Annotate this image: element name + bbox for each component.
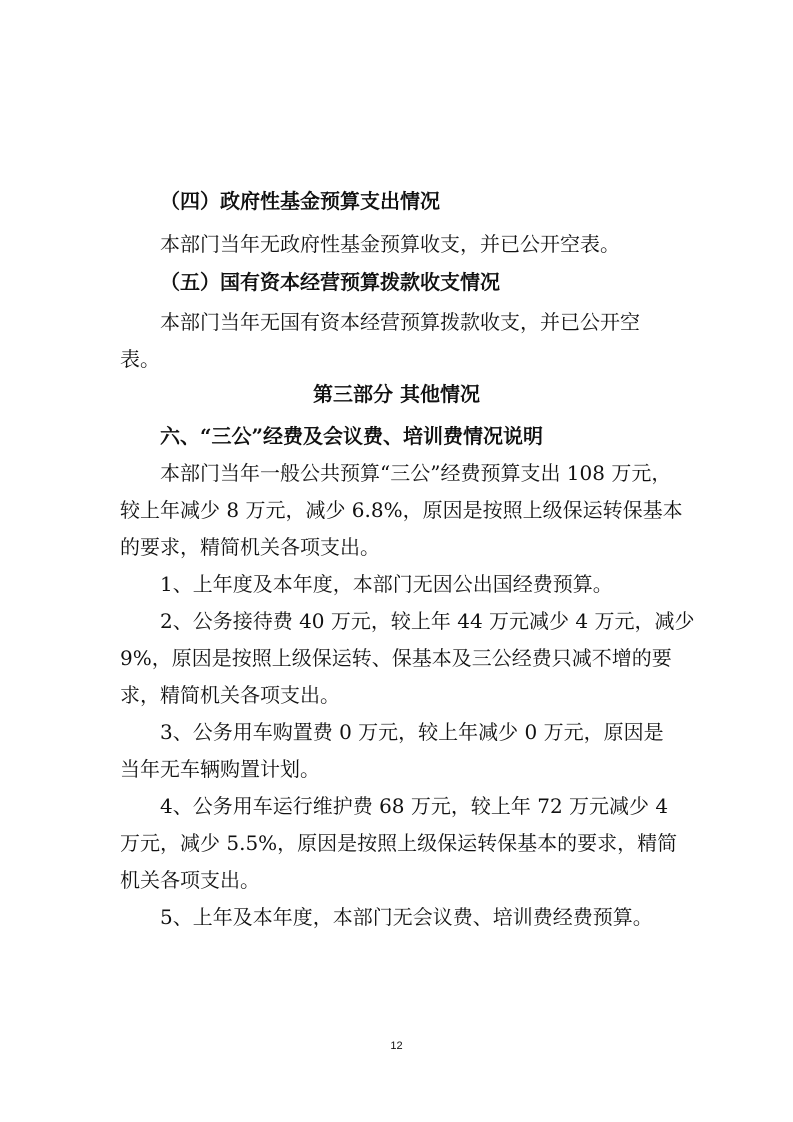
item-4-line-3: 机关各项支出。 bbox=[120, 868, 260, 892]
intro-line-1: 本部门当年一般公共预算“三公”经费预算支出 108 万元， bbox=[160, 461, 672, 485]
item-4-line-1: 4、公务用车运行维护费 68 万元，较上年 72 万元减少 4 bbox=[160, 794, 669, 818]
heading-section-4: （四）政府性基金预算支出情况 bbox=[160, 189, 440, 213]
part-3-title: 第三部分 其他情况 bbox=[313, 382, 480, 406]
paragraph-section-5-line-1: 本部门当年无国有资本经营预算拨款收支，并已公开空 bbox=[160, 310, 640, 334]
item-2-line-2: 9%，原因是按照上级保运转、保基本及三公经费只减不增的要 bbox=[120, 646, 672, 670]
item-3-line-2: 当年无车辆购置计划。 bbox=[120, 757, 320, 781]
item-3-line-1: 3、公务用车购置费 0 万元，较上年减少 0 万元，原因是 bbox=[160, 720, 664, 744]
heading-section-5: （五）国有资本经营预算拨款收支情况 bbox=[160, 270, 500, 294]
item-4-line-2: 万元，减少 5.5%，原因是按照上级保运转保基本的要求，精简 bbox=[120, 831, 678, 855]
paragraph-section-5-line-2: 表。 bbox=[120, 347, 160, 371]
heading-section-6: 六、“三公”经费及会议费、培训费情况说明 bbox=[160, 424, 544, 448]
intro-line-2: 较上年减少 8 万元，减少 6.8%，原因是按照上级保运转保基本 bbox=[120, 498, 683, 522]
item-2-line-3: 求，精简机关各项支出。 bbox=[120, 683, 340, 707]
item-2-line-1: 2、公务接待费 40 万元，较上年 44 万元减少 4 万元，减少 bbox=[160, 609, 695, 633]
page-number: 12 bbox=[390, 1040, 403, 1052]
item-1: 1、上年度及本年度，本部门无因公出国经费预算。 bbox=[160, 572, 613, 596]
item-5: 5、上年及本年度，本部门无会议费、培训费经费预算。 bbox=[160, 905, 653, 929]
paragraph-section-4: 本部门当年无政府性基金预算收支，并已公开空表。 bbox=[160, 232, 620, 256]
intro-line-3: 的要求，精简机关各项支出。 bbox=[120, 535, 380, 559]
